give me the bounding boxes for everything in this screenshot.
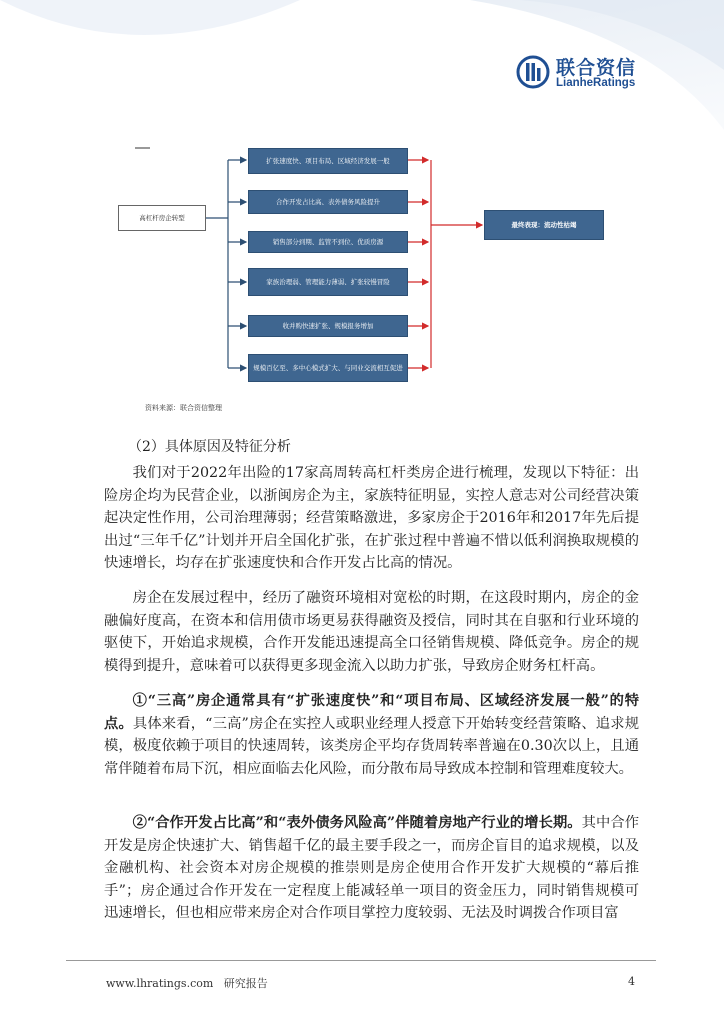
diagram-cause-box: 规模百亿至、多中心模式扩大、与同业交流相互促进 [248, 354, 408, 382]
paragraph-3-lead: ①“三高”房企通常具有“扩张速度快”和“项目布局、区域经济发展一般”的特点。 [104, 693, 639, 732]
paragraph-3-body: 具体来看，“三高”房企在实控人或职业经理人授意下开始转变经营策略、追求规模，极度依赖于项目的快速周转，该类房企平均存货周转率普遍在0.30次以上，且通常伴随着布局下沉，相应面临去化风险，而分散布局导致成本控制和管理难度较大。 [104, 715, 639, 777]
diagram-cause-box: 合作开发占比高、表外债务风险提升 [248, 190, 408, 214]
footer-website[interactable]: www.lhratings.com [106, 977, 214, 990]
paragraph-4-lead: ②“合作开发占比高”和“表外债务风险高”伴随着房地产行业的增长期。 [132, 815, 582, 831]
company-logo [516, 55, 646, 95]
diagram-left-box: 高杠杆房企转型 [118, 205, 206, 231]
figure-source: 资料来源：联合资信整理 [145, 404, 222, 412]
diagram-cause-box: 家族治理弱、管理能力薄弱、扩张较慢冒险 [248, 268, 408, 296]
diagram-connectors [110, 140, 630, 390]
diagram-cause-box: 收并购快速扩张、规模报务增加 [248, 315, 408, 337]
logo-chinese-name: 联合资信 [556, 57, 637, 79]
footer-divider [66, 960, 656, 961]
logo-english-name: LianheRatings [556, 77, 636, 89]
diagram-result-box: 最终表现：流动性枯竭 [484, 210, 604, 240]
paragraph-4-body: 其中合作开发是房企快速扩大、销售超千亿的最主要手段之一，而房企盲目的追求规模，以及金融机构、社会资本对房企规模的推崇则是房企使用合作开发扩大规模的“幕后推手”；房企通过合作开发在一定程度上能减轻单一项目的资金压力，同时销售规模可迅速增长，但也相应带来房企对合作项目掌控力度较弱、无法及时调拨合作项目富 [104, 815, 639, 921]
paragraph-2: 房企在发展过程中，经历了融资环境相对宽松的时期，在这段时期内，房企的金融偏好度高，在资本和信用债市场更易获得融资及授信，同时其在自驱和行业环境的驱使下，开始追求规模，合作开发能迅速提高全口径销售规模、降低竞争。房企的规模得到提升，意味着可以获得更多现金流入以助力扩张，导致房企财务杠杆高。 [104, 590, 639, 674]
diagram-cause-box: 销售部分到期、监管不到位、优质房源 [248, 231, 408, 253]
lianhe-logo-icon [516, 55, 550, 89]
cause-diagram [110, 140, 630, 390]
footer-left [106, 975, 268, 991]
paragraph-1: 我们对于2022年出险的17家高周转高杠杆类房企进行梳理，发现以下特征：出险房企均为民营企业，以浙闽房企为主，家族特征明显，实控人意志对公司经营决策起决定性作用，公司治理薄弱；经营策略激进，多家房企于2016年和2017年先后提出过“三年千亿”计划并开启全国化扩张，在扩张过程中普遍不惜以低利润换取规模的快速增长，均存在扩张速度快和合作开发占比高的情况。 [104, 465, 639, 571]
paragraph-4 [104, 812, 639, 925]
diagram-cause-box: 扩张速度快、项目布局、区域经济发展一般 [248, 148, 408, 174]
footer-report-type: 研究报告 [223, 977, 268, 990]
paragraph-3 [104, 690, 639, 780]
section-heading: （2）具体原因及特征分析 [128, 439, 291, 455]
page-number: 4 [628, 975, 635, 988]
